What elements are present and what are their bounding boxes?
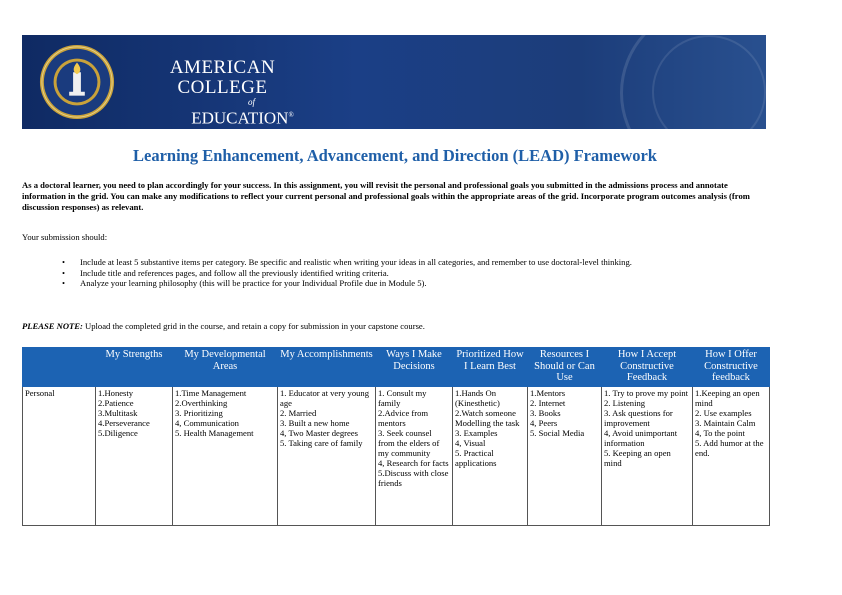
- intro-paragraph: As a doctoral learner, you need to plan accordingly for your success. In this assignment, you will revisit the personal and professional goals you submitted in the admissions process and annotate information in the grid. You can make any modifications to reflect your current personal and professional goals within the appropriate areas of the grid. Incorporate program outcomes analysis (from discussion responses) as relevant.: [22, 180, 750, 212]
- cell-offer-feedback: [693, 386, 770, 525]
- cell-item: 4, Visual: [455, 437, 486, 448]
- cell-item: 1.Mentors: [530, 387, 566, 398]
- cell-developmental-areas: [173, 386, 278, 525]
- cell-item: 2. Use examples: [695, 407, 752, 418]
- table-row: [23, 386, 770, 525]
- note-text: Upload the completed grid in the course, and retain a copy for submission in your capstone course.: [82, 321, 425, 331]
- header-resources: Resources I Should or Can Use: [528, 348, 602, 387]
- cell-item: 3. Ask questions for improvement: [604, 407, 673, 428]
- header-decisions: Ways I Make Decisions: [376, 348, 453, 387]
- cell-item: 4, To the point: [695, 427, 745, 438]
- list-item: [62, 257, 752, 268]
- cell-learn-best: [453, 386, 528, 525]
- requirement-text: Include at least 5 substantive items per category. Be specific and realistic when writing your ideas in all categories, and remember to use doctoral-level thinking.: [80, 257, 632, 267]
- cell-item: 3. Built a new home: [280, 417, 350, 428]
- requirements-list: [62, 257, 752, 289]
- list-item: [62, 268, 752, 279]
- cell-item: 1. Try to prove my point: [604, 387, 689, 398]
- cell-item: 1. Educator at very young age: [280, 387, 370, 408]
- bullet-icon: •: [62, 278, 66, 288]
- note-label: PLEASE NOTE:: [22, 321, 83, 331]
- logo-line-2-text: EDUCATION: [191, 108, 289, 128]
- list-item: [62, 278, 752, 289]
- header-strengths: My Strengths: [96, 348, 173, 387]
- cell-item: 4, Communication: [175, 417, 239, 428]
- cell-item: 3. Prioritizing: [175, 407, 223, 418]
- logo-line-1: AMERICAN COLLEGE: [169, 57, 276, 98]
- lead-framework-grid: [22, 347, 770, 526]
- cell-item: 1.Honesty: [98, 387, 134, 398]
- logo-line-2: [165, 106, 320, 128]
- please-note: [22, 321, 425, 331]
- header-developmental-areas: My Developmental Areas: [173, 348, 278, 387]
- cell-item: 4, Research for facts: [378, 457, 449, 468]
- cell-item: 4, Two Master degrees: [280, 427, 358, 438]
- cell-item: 3. Seek counsel from the elders of my community: [378, 427, 440, 458]
- cell-item: 2. Married: [280, 407, 317, 418]
- cell-item: 3.Multitask: [98, 407, 138, 418]
- page-title: Learning Enhancement, Advancement, and Direction (LEAD) Framework: [132, 146, 657, 165]
- cell-item: 5. Practical applications: [455, 447, 497, 468]
- grid-header-row: [23, 348, 770, 387]
- header-accomplishments: My Accomplishments: [278, 348, 376, 387]
- cell-item: 2. Listening: [604, 397, 646, 408]
- cell-item: 3. Examples: [455, 427, 498, 438]
- cell-item: 1.Hands On (Kinesthetic): [455, 387, 500, 408]
- bullet-icon: •: [62, 257, 66, 267]
- cell-accomplishments: [278, 386, 376, 525]
- header-accept-feedback: How I Accept Constructive Feedback: [602, 348, 693, 387]
- cell-item: 5. Taking care of family: [280, 437, 363, 448]
- college-seal-icon: [38, 43, 116, 121]
- header-learn-best: Prioritized How I Learn Best: [453, 348, 528, 387]
- cell-item: 1. Consult my family: [378, 387, 427, 408]
- cell-item: 2.Overthinking: [175, 397, 228, 408]
- header-offer-feedback: How I Offer Constructive feedback: [693, 348, 770, 387]
- cell-item: 2.Watch someone Modelling the task: [455, 407, 520, 428]
- bullet-icon: •: [62, 267, 66, 278]
- cell-item: 3. Books: [530, 407, 561, 418]
- logo-of: of: [247, 97, 255, 107]
- cell-resources: [528, 386, 602, 525]
- cell-item: 5. Add humor at the end.: [695, 437, 764, 458]
- cell-item: 2.Patience: [98, 397, 134, 408]
- header-banner: [22, 35, 766, 129]
- cell-decisions: [376, 386, 453, 525]
- registered-mark: ®: [288, 111, 294, 119]
- cell-item: 5. Social Media: [530, 427, 585, 438]
- row-label: Personal: [23, 386, 96, 525]
- cell-item: 5.Discuss with close friends: [378, 467, 449, 488]
- submission-label: Your submission should:: [22, 232, 108, 242]
- header-corner: [23, 348, 96, 387]
- cell-item: 4, Peers: [530, 417, 558, 428]
- cell-item: 4.Perseverance: [98, 417, 150, 428]
- requirement-text: Analyze your learning philosophy (this will be practice for your Individual Profile due in Module 5).: [80, 278, 427, 288]
- cell-item: 5. Health Management: [175, 427, 254, 438]
- cell-strengths: [96, 386, 173, 525]
- cell-accept-feedback: [602, 386, 693, 525]
- cell-item: 5.Diligence: [98, 427, 138, 438]
- cell-item: 1.Time Management: [175, 387, 247, 398]
- cell-item: 5. Keeping an open mind: [604, 447, 671, 468]
- cell-item: 2.Advice from mentors: [378, 407, 429, 428]
- requirement-text: Include title and references pages, and follow all the previously identified writing criteria.: [80, 267, 389, 278]
- cell-item: 4, Avoid unimportant information: [604, 427, 678, 448]
- cell-item: 2. Internet: [530, 397, 566, 408]
- college-logo-wordmark: [125, 58, 320, 128]
- cell-item: 3. Maintain Calm: [695, 417, 756, 428]
- cell-item: 1.Keeping an open mind: [695, 387, 760, 408]
